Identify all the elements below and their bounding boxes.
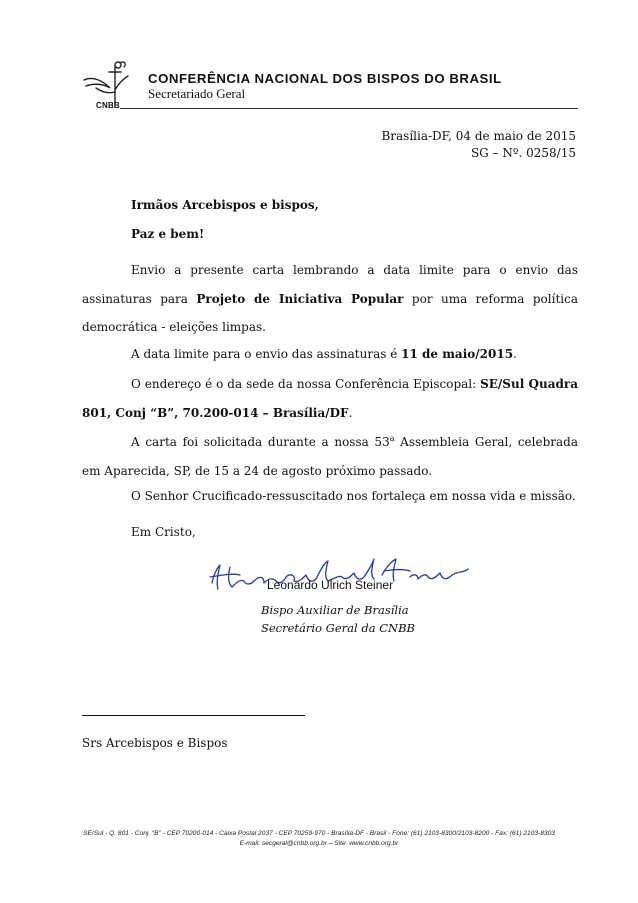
footer-contact: E-mail: secgeral@cnbb.org.br – Site: www.cnbb.org.br — [239, 840, 399, 847]
blessing-line: Paz e bem! — [131, 227, 205, 241]
closing-line: Em Cristo, — [131, 525, 196, 539]
header-divider — [120, 108, 578, 109]
paragraph-1: Envio a presente carta lembrando a data limite para o envio das assinaturas para Projeto de Iniciativa Popular por uma reforma política democrática - eleições limpas. — [82, 263, 578, 334]
paragraph-5: O Senhor Crucificado-ressuscitado nos fortaleça em nossa vida e missão. — [131, 489, 576, 503]
greeting-line: Irmãos Arcebispos e bispos, — [131, 198, 319, 212]
organization-name: CONFERÊNCIA NACIONAL DOS BISPOS DO BRASIL — [148, 71, 502, 86]
document-reference: SG – Nº. 0258/15 — [470, 146, 576, 160]
paragraph-3: O endereço é o da sede da nossa Conferência Episcopal: SE/Sul Quadra 801, Conj “B”, 70.200-014 – Brasília/DF. — [82, 377, 578, 420]
footer-address: SE/Sul - Q. 801 - Conj. “B” - CEP 70200-014 - Caixa Postal 2037 - CEP 70259-970 - Brasília-DF - Brasil - Fone: (61) 2103-8300/2103-8200 - Fax: (61) 2103-8303 — [83, 830, 555, 837]
place-date: Brasília-DF, 04 de maio de 2015 — [381, 129, 576, 143]
organization-subtitle: Secretariado Geral — [148, 86, 246, 101]
signer-name: Leonardo Ulrich Steiner — [267, 578, 394, 592]
signer-role-2: Secretário Geral da CNBB — [261, 621, 415, 635]
logo-text: CNBB — [96, 101, 120, 110]
paragraph-2: A data limite para o envio das assinaturas é 11 de maio/2015. — [131, 347, 517, 361]
addressee-divider — [82, 715, 305, 716]
paragraph-4: A carta foi solicitada durante a nossa 53$^a$ Assembleia Geral, celebrada em Aparecida, SP, de 15 a 24 de agosto próximo passado. — [82, 434, 578, 478]
signer-role-1: Bispo Auxiliar de Brasília — [261, 603, 409, 617]
addressee: Srs Arcebispos e Bispos — [82, 736, 228, 750]
